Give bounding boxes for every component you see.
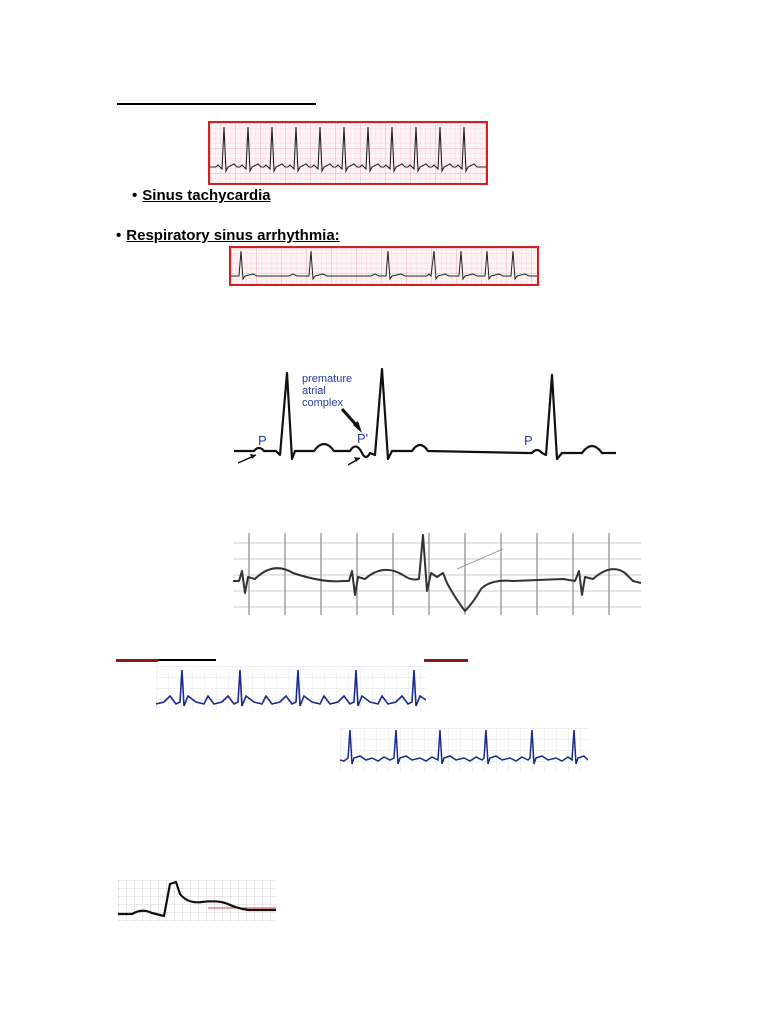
premature-ventricular-complex-ecg-strip	[233, 533, 641, 615]
st-segment-ecg-strip	[118, 880, 276, 922]
p-wave-label-1: P	[258, 433, 267, 448]
sinus-tachycardia-heading	[132, 187, 271, 204]
respiratory-sinus-arrhythmia-ecg-strip	[229, 246, 539, 286]
section-underline-red-right	[424, 659, 468, 662]
blue-ecg-strip-2	[340, 728, 588, 772]
respiratory-sinus-arrhythmia-label: Respiratory sinus arrhythmia:	[126, 227, 340, 244]
bullet-glyph: •	[116, 227, 122, 244]
pac-annotation-line-2: atrial	[302, 385, 326, 397]
blue-ecg-strip-1	[156, 666, 426, 710]
p-wave-label-2: P	[524, 433, 533, 448]
premature-atrial-complex-figure	[232, 365, 620, 470]
pac-ecg-trace	[234, 369, 616, 459]
sinus-tachycardia-label: Sinus tachycardia	[142, 187, 271, 204]
section-underline-left	[158, 659, 216, 661]
pac-annotation-line-1: premature	[302, 373, 353, 385]
bullet-glyph: •	[132, 187, 138, 204]
p-prime-wave-label: P'	[357, 431, 369, 446]
top-heading-rule	[117, 103, 316, 105]
pvc-ecg-trace	[233, 535, 641, 611]
sinus-tachycardia-ecg-strip	[208, 121, 488, 185]
section-underline-red-left	[116, 659, 158, 662]
pac-annotation-line-3: complex	[302, 397, 343, 409]
respiratory-sinus-arrhythmia-heading	[116, 227, 340, 244]
